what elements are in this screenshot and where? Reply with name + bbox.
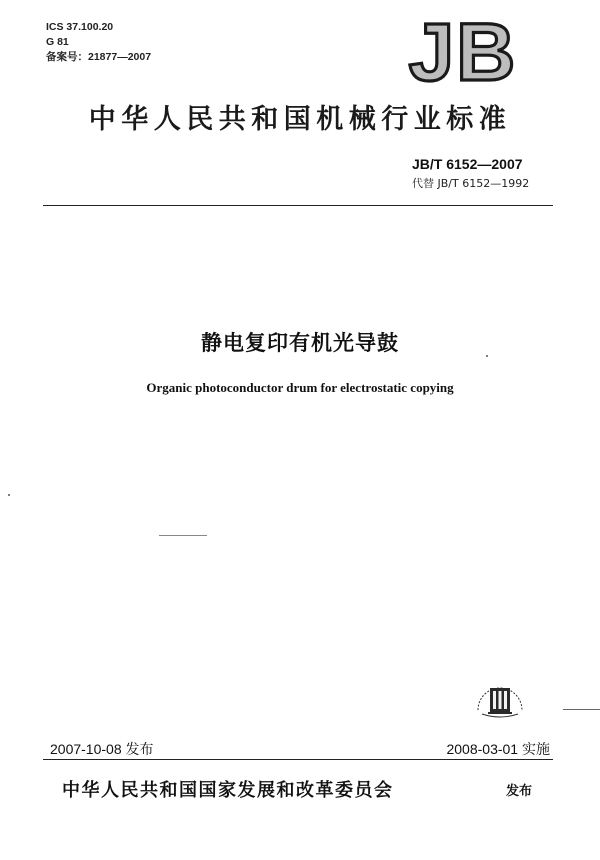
scan-speck [8, 494, 10, 496]
ics-code: ICS 37.100.20 [46, 21, 114, 33]
bottom-rule [43, 759, 553, 760]
top-rule [43, 205, 553, 206]
publisher-name: 中华人民共和国国家发展和改革委员会 [62, 780, 394, 801]
publisher-seal-icon [470, 676, 530, 720]
standard-body-heading: 中华人民共和国机械行业标准 [88, 104, 512, 135]
issue-date: 2007-10-08 发布 [50, 741, 154, 757]
jb-logo-text: JB [408, 10, 518, 88]
classification-code: G 81 [46, 36, 69, 48]
divider-short [159, 535, 207, 536]
edge-mark [563, 709, 600, 710]
implementation-date: 2008-03-01 实施 [446, 741, 550, 757]
replaces-note: 代替 JB/T 6152—1992 [412, 177, 530, 190]
jb-logo [398, 10, 528, 88]
record-number: 备案号：21877—2007 [46, 51, 152, 63]
standard-code: JB/T 6152—2007 [412, 156, 523, 172]
title-chinese: 静电复印有机光导鼓 [201, 331, 399, 355]
title-english: Organic photoconductor drum for electrostatic copying [146, 380, 454, 395]
publisher-suffix: 发布 [506, 784, 533, 799]
scan-speck [486, 355, 488, 357]
